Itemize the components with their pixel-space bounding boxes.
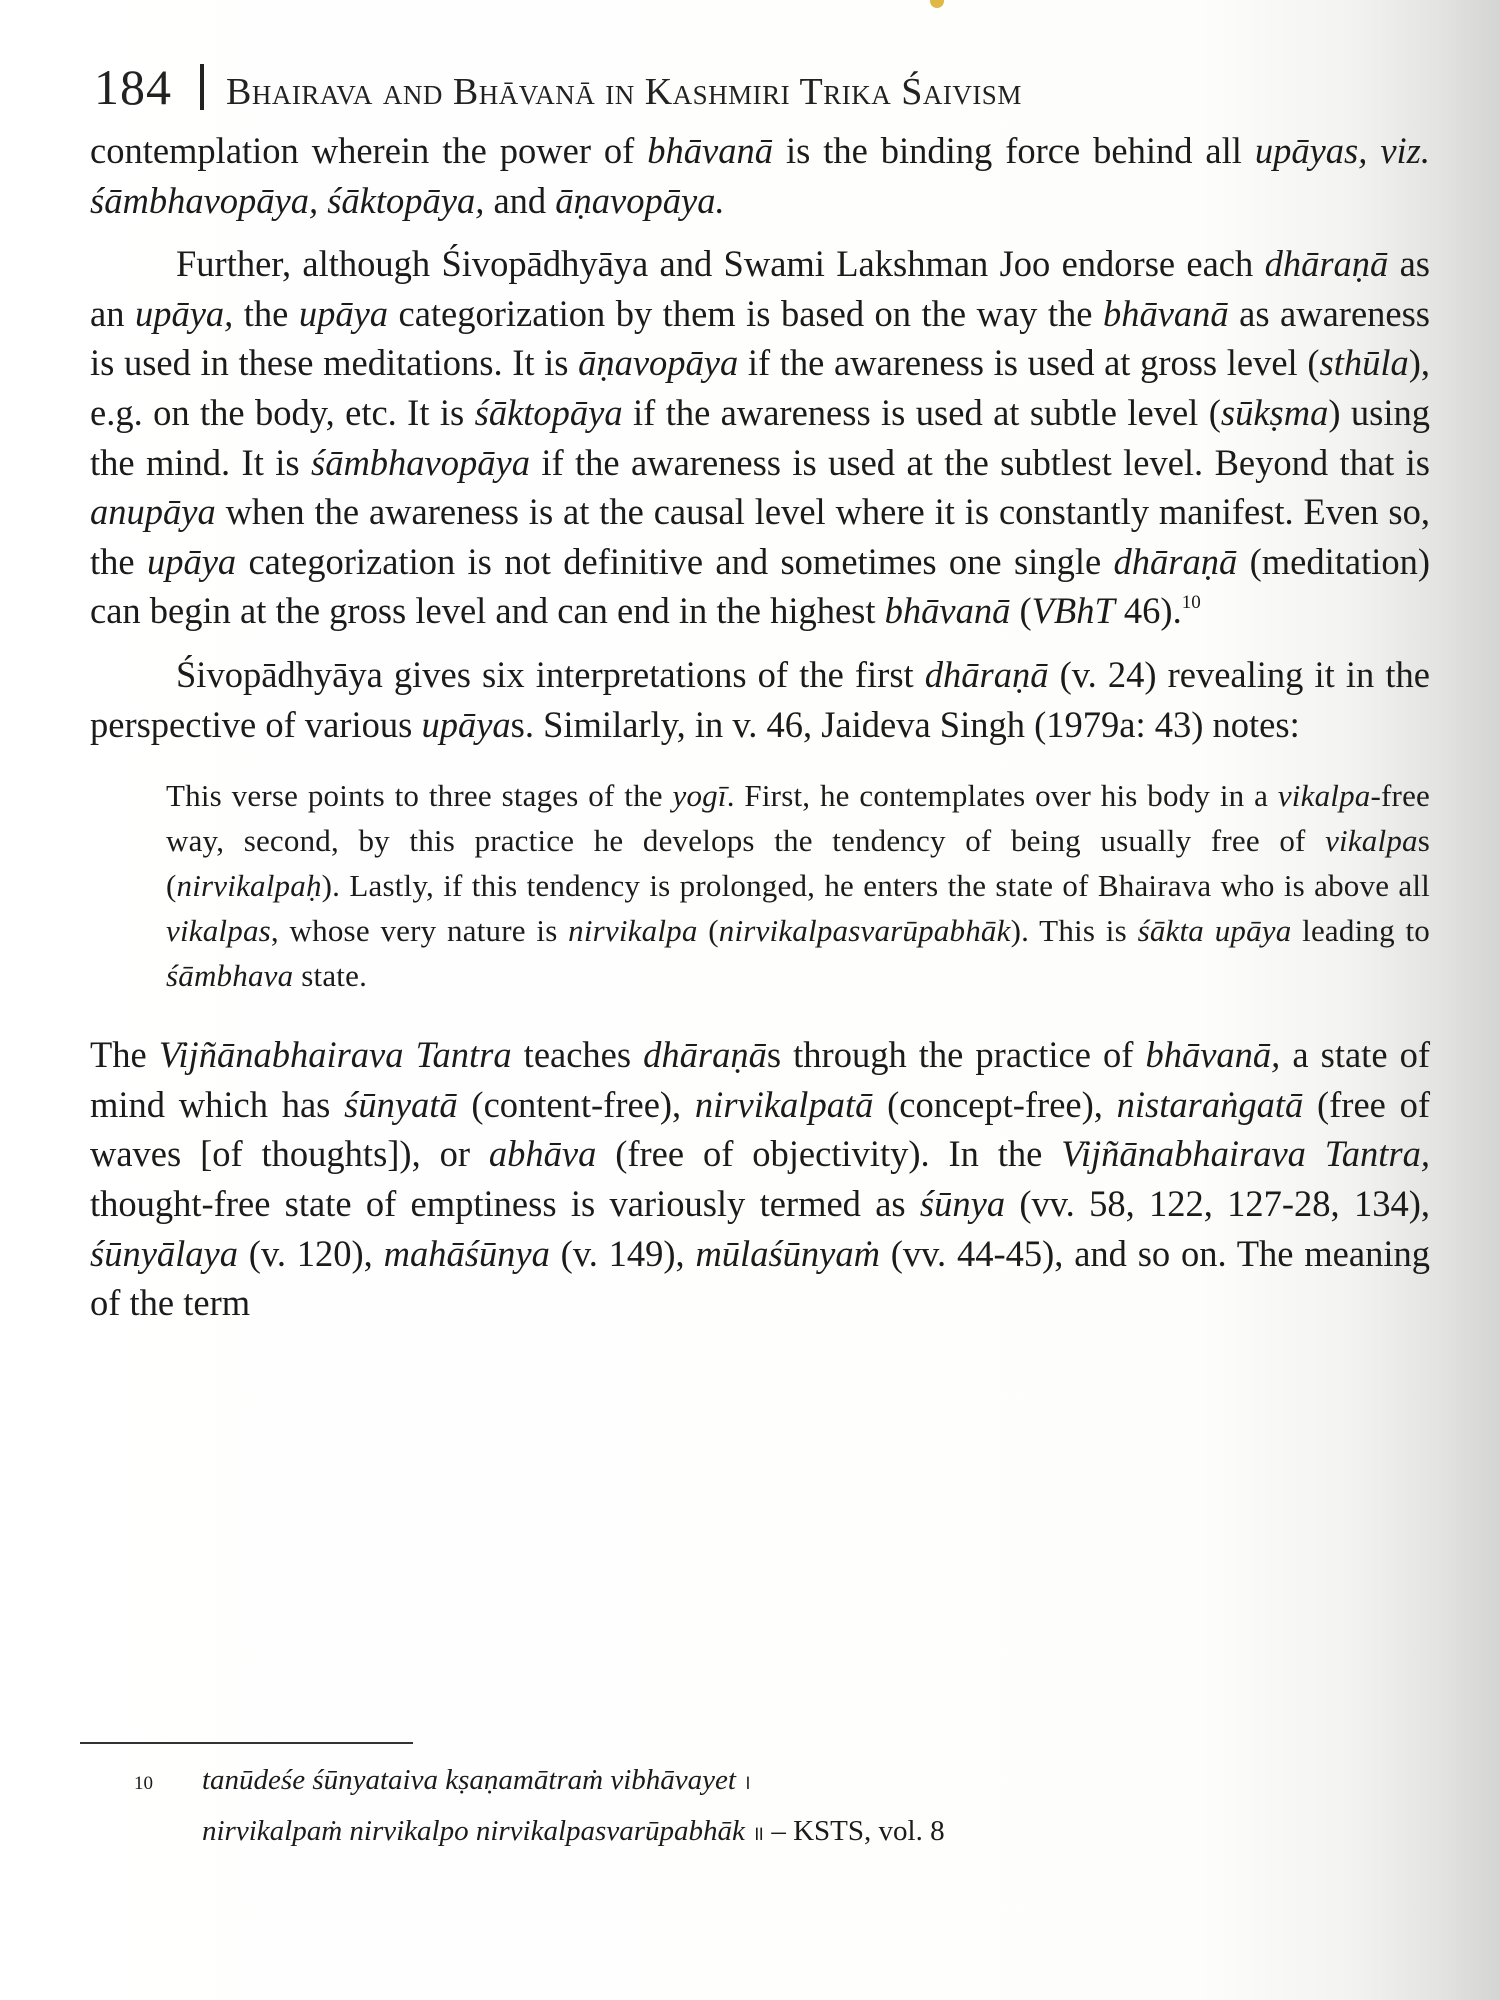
paragraph-4: The Vijñānabhairava Tantra teaches dhāraṇās through the practice of bhāvanā, a state of mind which has śūnyatā (content-free), nirvikalpatā (concept-free), nistaraṅgatā (free of waves [of thoughts]), or abhāva (free of objectivity). In the Vijñānabhairava Tantra, thought-free state of emptiness is variously termed as śūnya (vv. 58, 122, 127-28, 134), śūnyālaya (v. 120), mahāśūnya (v. 149), mūlaśūnyaṁ (vv. 44-45), and so on. The meaning of the term	[90, 1034, 1431, 1324]
top-ornament	[930, 0, 944, 8]
footnote-line-1: tanūdeśe śūnyataiva kṣaṇamātraṁ vibhāvayet ।	[202, 1764, 751, 1796]
paragraph-2: Further, although Śivopādhyāya and Swami Lakshman Joo endorse each dhāraṇā as an upāya, the upāya categorization by them is based on the way the bhāvanā as awareness is used in these meditations. It is āṇavopāya if the awareness is used at gross level (sthūla), e.g. on the body, etc. It is śāktopāya if the awareness is used at subtle level (sūkṣma) using the mind. It is śāmbhavopāya if the awareness is used at the subtlest level. Beyond that is anupāya when the awareness is at the causal level where it is constantly manifest. Even so, the upāya categorization is not definitive and sometimes one single dhāraṇā (meditation) can begin at the gross level and can end in the highest bhāvanā (VBhT 46).$^{10}$	[90, 243, 1431, 632]
footnote-rule	[80, 1742, 413, 1744]
footnote-line-2: nirvikalpaṁ nirvikalpo nirvikalpasvarūpabhāk ॥ – KSTS, vol. 8	[202, 1815, 945, 1847]
running-header	[94, 58, 1394, 116]
footnote-text	[202, 1756, 945, 1858]
paragraph-1: contemplation wherein the power of bhāvanā is the binding force behind all upāyas, viz. śāmbhavopāya, śāktopāya, and āṇavopāya.	[90, 130, 1431, 221]
main-text	[90, 126, 1430, 1328]
footnote-reference[interactable]: 10	[1181, 592, 1201, 614]
block-quote: This verse points to three stages of the yogī. First, he contemplates over his body in a vikalpa-free way, second, by this practice he develops the tendency of being usually free of vikalpas (nirvikalpaḥ). Lastly, if this tendency is prolonged, he enters the state of Bhairava who is above all vikalpas, whose very nature is nirvikalpa (nirvikalpasvarūpabhāk). This is śākta upāya leading to śāmbhava state.	[166, 778, 1430, 994]
running-title: Bhairava and Bhāvanā in Kashmiri Trika Śaivism	[226, 71, 1022, 113]
header-separator	[200, 64, 204, 110]
page-number: 184	[94, 59, 172, 115]
paragraph-3: Śivopādhyāya gives six interpretations of the first dhāraṇā (v. 24) revealing it in the perspective of various upāyas. Similarly, in v. 46, Jaideva Singh (1979a: 43) notes:	[90, 653, 1430, 745]
footnote-number: 10	[134, 1773, 153, 1794]
